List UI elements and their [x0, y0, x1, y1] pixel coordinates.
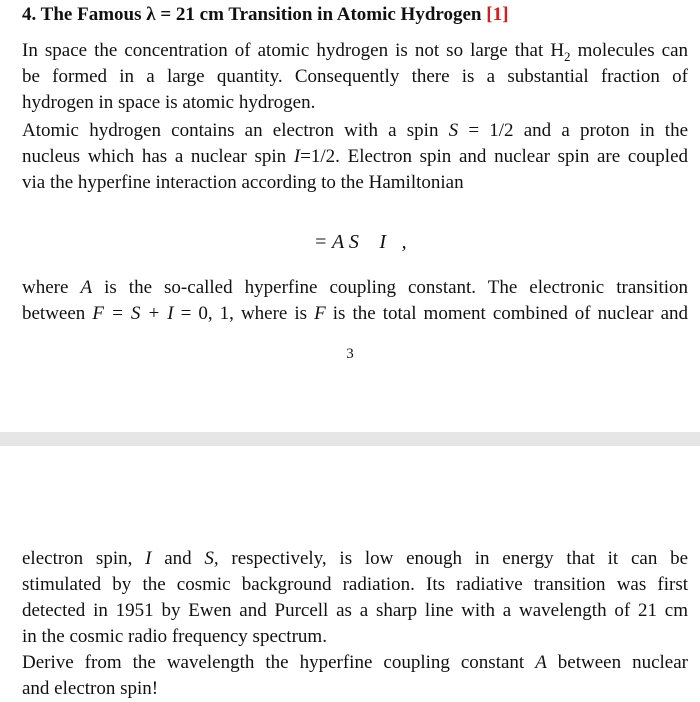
page-4-body: [0, 446, 700, 699]
text-line: where A is the so-called hyperfine coupling constant. The electronic transition: [22, 277, 689, 298]
paragraph-transition: [22, 546, 688, 650]
text-line: electron spin, I and S, respectively, is low enough in energy that it can be: [22, 548, 689, 569]
text-line: detected in 1951 by Ewen and Purcell as a sharp line with a wavelength of 21 cm: [22, 600, 688, 621]
text-line: In space the concentration of atomic hydrogen is not so large that $H_2$ molecules can: [22, 40, 689, 64]
text-line: and electron spin!: [22, 678, 159, 699]
paragraph-question: [22, 650, 688, 702]
text-line: stimulated by the cosmic background radiation. Its radiative transition was first: [22, 574, 688, 595]
text-line: via the hyperfine interaction according to the Hamiltonian: [22, 172, 464, 193]
page-separator: [0, 432, 700, 446]
text-line: Derive from the wavelength the hyperfine coupling constant A between nuclear: [22, 652, 688, 673]
text-line: nucleus which has a nuclear spin I=1/2. Electron spin and nuclear spin are coupled: [22, 146, 688, 167]
text-line: in the cosmic radio frequency spectrum.: [22, 626, 327, 647]
page-number: 3: [346, 346, 354, 362]
text-line: hydrogen in space is atomic hydrogen.: [22, 92, 316, 113]
paragraph-intro: [22, 38, 688, 116]
hamiltonian-equation: ℋ = A S⃗ I⃗,: [293, 231, 407, 253]
text-line: Atomic hydrogen contains an electron with a spin S = 1/2 and a proton in the: [22, 120, 688, 141]
text-line: be formed in a large quantity. Consequently there is a substantial fraction of: [22, 66, 688, 87]
section-title: The Famous λ = 21 cm Transition in Atomic Hydrogen: [40, 4, 482, 25]
section-heading: [22, 2, 508, 28]
section-number: 4.: [22, 4, 37, 25]
text-line: between F = S + I = 0, 1, where is F is the total moment combined of nuclear and: [22, 303, 689, 324]
paragraph-coupling: [22, 275, 688, 327]
paragraph-spins: [22, 118, 688, 196]
citation-link[interactable]: [1]: [486, 4, 509, 25]
